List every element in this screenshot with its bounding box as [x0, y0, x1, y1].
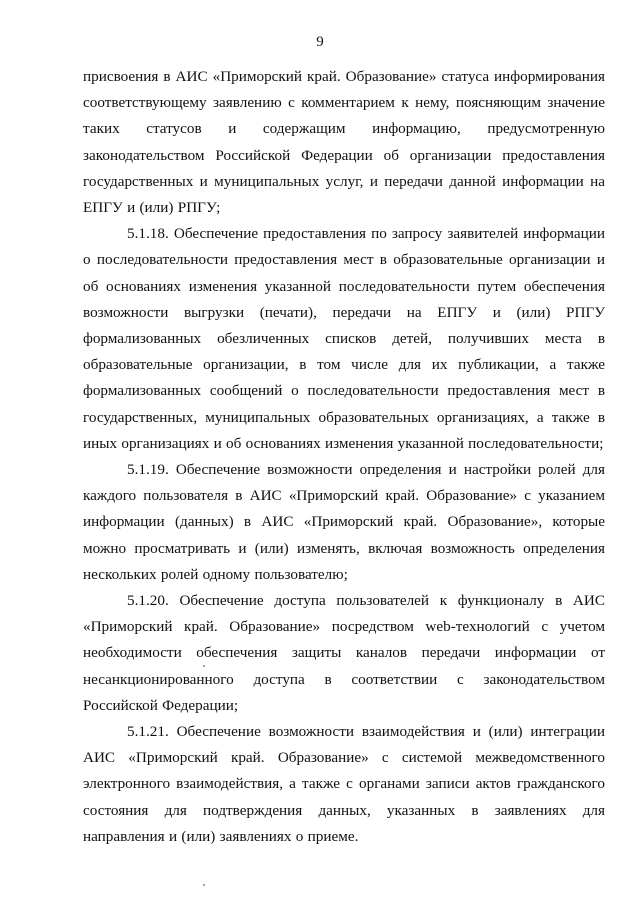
paragraph-continuation: присвоения в АИС «Приморский край. Образование» статуса информирования соответствующему заявлению с комментарием к нему, поясняющим значение таких статусов и содержащим информацию, предусмотренную законодательством Российской Федерации об организации предоставления государственных и муниципальных услуг, и передачи данной информации на ЕПГУ и (или) РПГУ; — [83, 68, 605, 217]
paragraph-item-5-1-20: 5.1.20. Обеспечение доступа пользователей к функционалу в АИС «Приморский край. Образование» посредством web-технологий с учетом необходимости обеспечения защиты каналов передачи информации от несанкционированного доступа в соответствии с законодательством Российской Федерации; — [83, 592, 605, 714]
paragraph-item-5-1-21: 5.1.21. Обеспечение возможности взаимодействия и (или) интеграции АИС «Приморский край. Образование» с системой межведомственного электронного взаимодействия, а также с органами записи актов гражданского состояния для подтверждения данных, указанных в заявлениях для направления и (или) заявлениях о приеме. — [83, 723, 605, 845]
page-number: 9 — [316, 34, 324, 50]
scan-speck — [203, 884, 205, 886]
scan-speck — [203, 665, 205, 667]
paragraph-item-5-1-18: 5.1.18. Обеспечение предоставления по запросу заявителей информации о последовательности предоставления мест в образовательные организации и об основаниях изменения указанной последовательности путем обеспечения возможности выгрузки (печати), передачи на ЕПГУ и (или) РПГУ формализованных обезличенных списков детей, получивших места в образовательные организации, в том числе для их публикации, а также формализованных сообщений о последовательности предоставления мест в государственных, муниципальных образовательных организациях, а также в иных организациях и об основаниях изменения указанной последовательности; — [83, 225, 605, 452]
paragraph-item-5-1-19: 5.1.19. Обеспечение возможности определения и настройки ролей для каждого пользователя в АИС «Приморский край. Образование» с указанием информации (данных) в АИС «Приморский край. Образование», которые можно просматривать и (или) изменять, включая возможность определения нескольких ролей одному пользователю; — [83, 461, 605, 583]
document-body — [83, 64, 605, 850]
